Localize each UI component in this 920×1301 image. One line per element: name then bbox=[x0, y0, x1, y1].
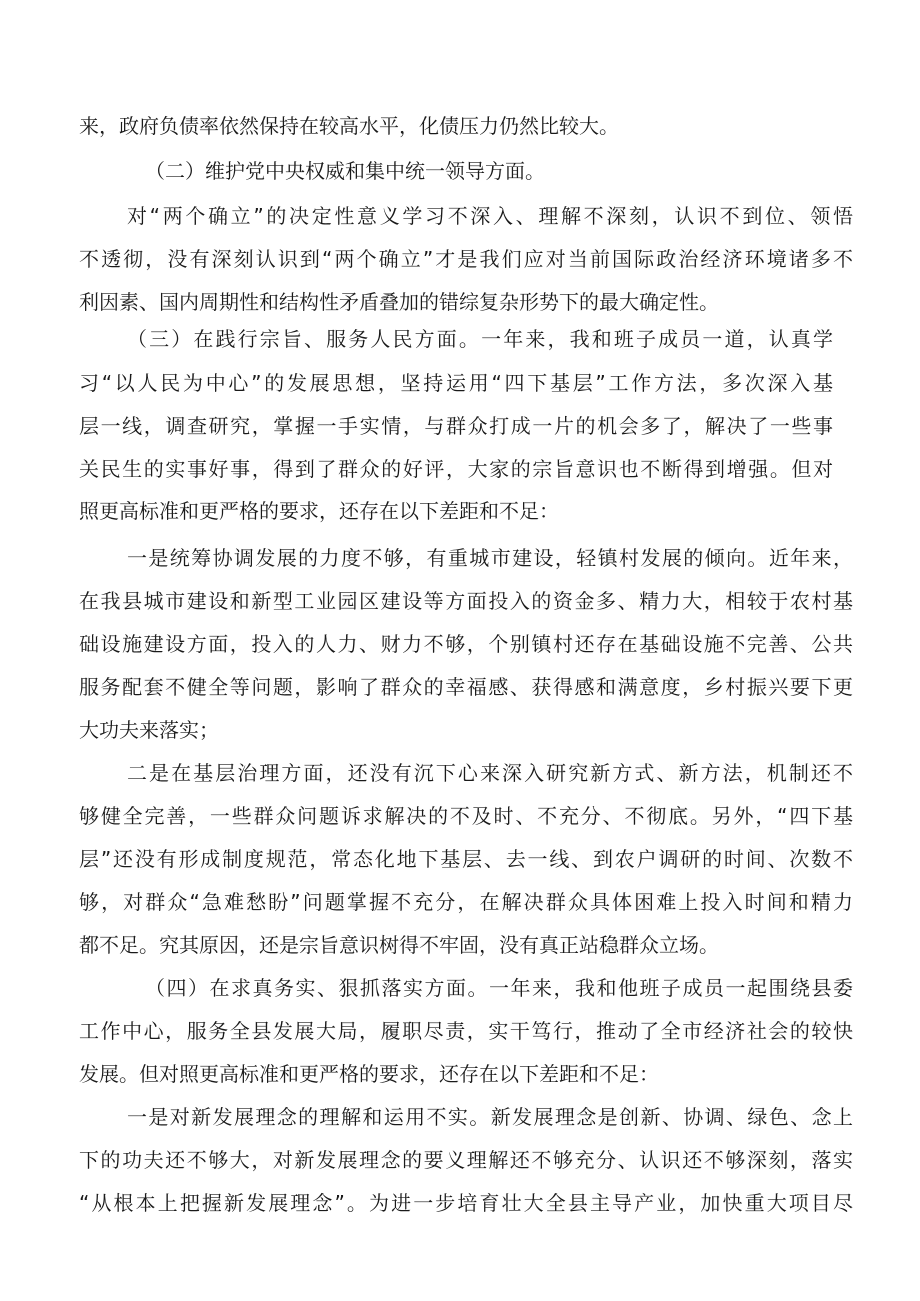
text-line: 下的功夫还不够大，对新发展理念的要义理解还不够充分、认识还不够深刻，落实 bbox=[79, 1148, 853, 1172]
text-line: 工作中心，服务全县发展大局，履职尽责，实干笃行，推动了全市经济社会的较快 bbox=[79, 1019, 853, 1043]
text-line: 够，对群众“急难愁盼”问题掌握不充分，在解决群众具体困难上投入时间和精力 bbox=[79, 890, 853, 914]
section-heading: （三）在践行宗旨、服务人民方面。一年来，我和班子成员一道，认真学 bbox=[127, 327, 833, 351]
text-line: 一是统筹协调发展的力度不够，有重城市建设，轻镇村发展的倾向。近年来， bbox=[127, 546, 853, 570]
text-line: 不透彻，没有深刻认识到“两个确立”才是我们应对当前国际政治经济环境诸多不 bbox=[79, 247, 853, 271]
text-line: 来，政府负债率依然保持在较高水平，化债压力仍然比较大。 bbox=[79, 114, 619, 138]
text-line: 二是在基层治理方面，还没有沉下心来深入研究新方式、新方法，机制还不 bbox=[127, 761, 853, 785]
section-heading: （二）维护党中央权威和集中统一领导方面。 bbox=[145, 159, 545, 183]
text-line: 习“以人民为中心”的发展思想，坚持运用“四下基层”工作方法，多次深入基 bbox=[79, 371, 833, 395]
text-line: 层一线，调查研究，掌握一手实情，与群众打成一片的机会多了，解决了一些事 bbox=[79, 414, 833, 438]
text-line: 服务配套不健全等问题，影响了群众的幸福感、获得感和满意度，乡村振兴要下更 bbox=[79, 675, 853, 699]
text-line: 利因素、国内周期性和结构性矛盾叠加的错综复杂形势下的最大确定性。 bbox=[79, 290, 719, 314]
text-line: 大功夫来落实； bbox=[79, 718, 219, 742]
text-line: 在我县城市建设和新型工业园区建设等方面投入的资金多、精力大，相较于农村基 bbox=[79, 589, 853, 613]
text-line: 关民生的实事好事，得到了群众的好评，大家的宗旨意识也不断得到增强。但对 bbox=[79, 457, 833, 481]
text-line: 层”还没有形成制度规范，常态化地下基层、去一线、到农户调研的时间、次数不 bbox=[79, 847, 853, 871]
text-line: 都不足。究其原因，还是宗旨意识树得不牢固，没有真正站稳群众立场。 bbox=[79, 933, 719, 957]
section-heading: （四）在求真务实、狠抓落实方面。一年来，我和他班子成员一起围绕县委 bbox=[145, 976, 853, 1000]
text-line: “从根本上把握新发展理念”。为进一步培育壮大全县主导产业，加快重大项目尽 bbox=[79, 1191, 853, 1215]
text-line: 对“两个确立”的决定性意义学习不深入、理解不深刻，认识不到位、领悟 bbox=[127, 204, 853, 228]
text-line: 发展。但对照更高标准和更严格的要求，还存在以下差距和不足： bbox=[79, 1062, 659, 1086]
text-line: 一是对新发展理念的理解和运用不实。新发展理念是创新、协调、绿色、念上 bbox=[127, 1105, 853, 1129]
text-line: 础设施建设方面，投入的人力、财力不够，个别镇村还存在基础设施不完善、公共 bbox=[79, 632, 853, 656]
text-line: 够健全完善，一些群众问题诉求解决的不及时、不充分、不彻底。另外，“四下基 bbox=[79, 804, 853, 828]
text-line: 照更高标准和更严格的要求，还存在以下差距和不足： bbox=[79, 499, 559, 523]
